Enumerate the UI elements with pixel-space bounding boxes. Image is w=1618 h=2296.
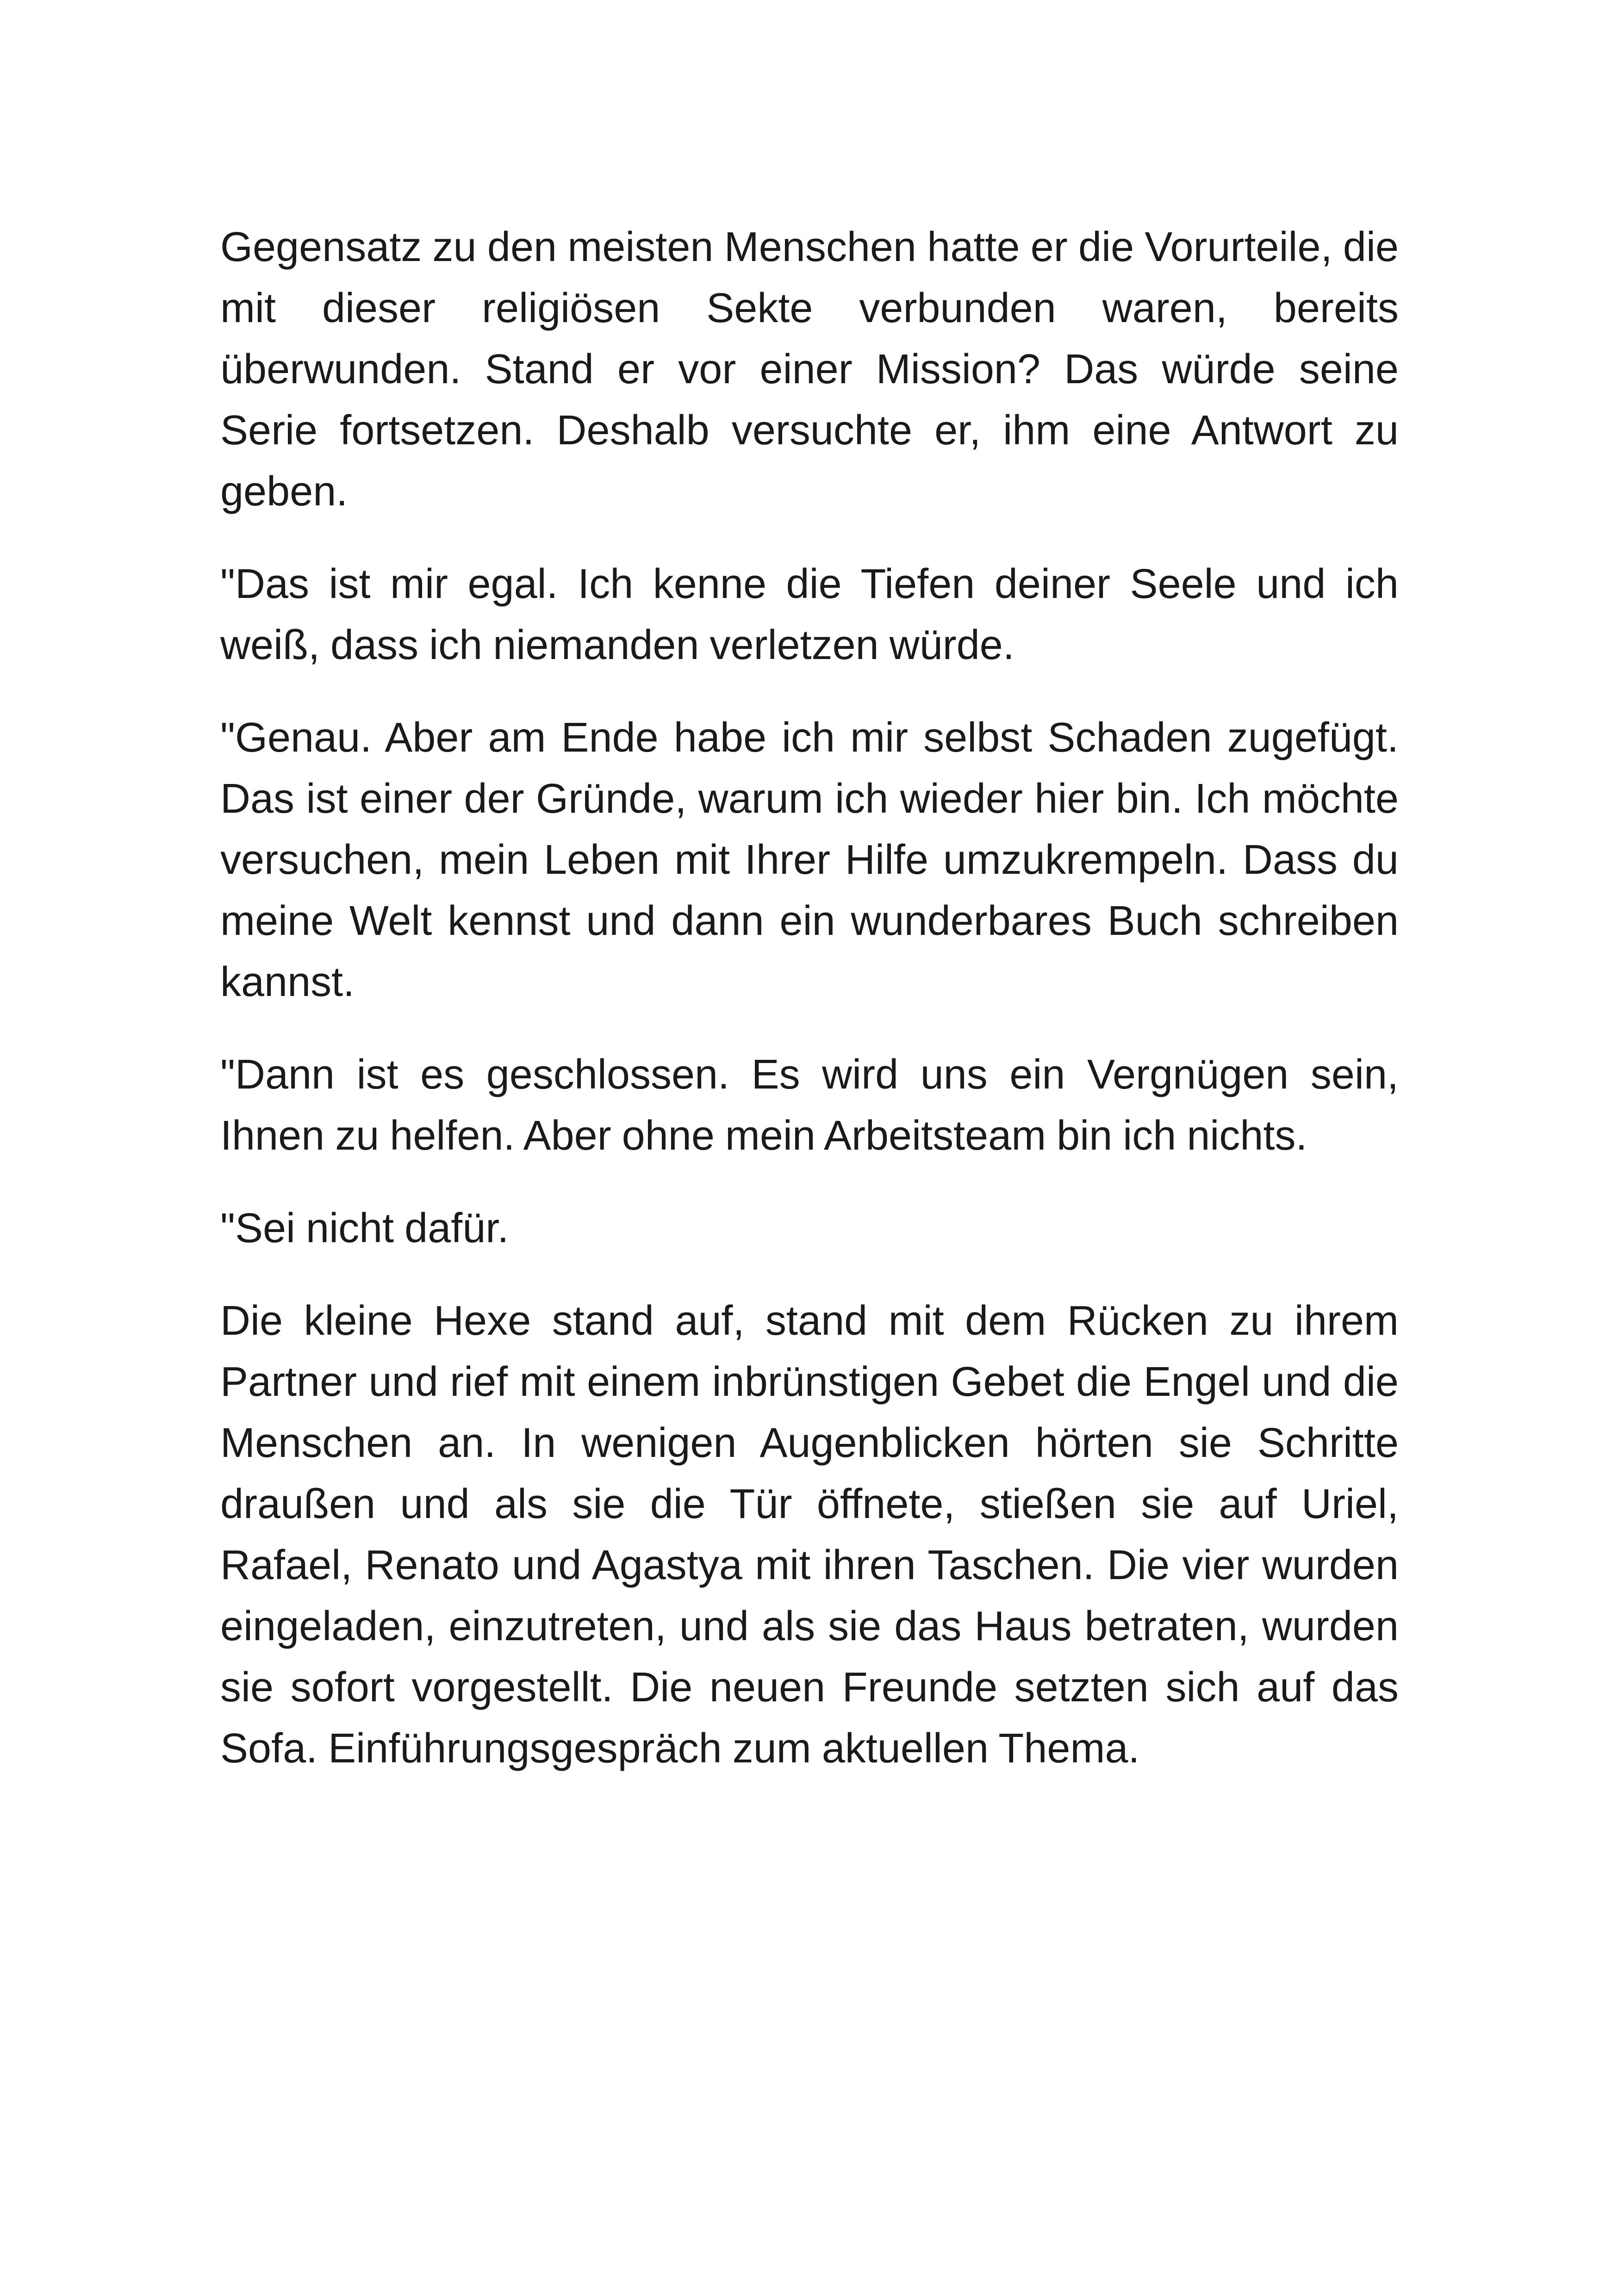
paragraph-3: "Genau. Aber am Ende habe ich mir selbst Schaden zugefügt. Das ist einer der Gründe, warum ich wieder hier bin. Ich möchte versuchen, mein Leben mit Ihrer Hilfe umzukrempeln. Dass du meine Welt kennst und dann ein wunderbares Buch schreiben kannst. <box>220 715 1399 1005</box>
paragraph-6: Die kleine Hexe stand auf, stand mit dem Rücken zu ihrem Partner und rief mit einem inbrünstigen Gebet die Engel und die Menschen an. In wenigen Augenblicken hörten sie Schritte draußen und als sie die Tür öffnete, stießen sie auf Uriel, Rafael, Renato und Agastya mit ihren Taschen. Die vier wurden eingeladen, einzutreten, und als sie das Haus betraten, wurden sie sofort vorgestellt. Die neuen Freunde setzten sich auf das Sofa. Einführungsgespräch zum aktuellen Thema. <box>220 1298 1399 1772</box>
paragraph-5: "Sei nicht dafür. <box>220 1205 509 1251</box>
paragraph-4: "Dann ist es geschlossen. Es wird uns ein Vergnügen sein, Ihnen zu helfen. Aber ohne mein Arbeitsteam bin ich nichts. <box>220 1052 1399 1159</box>
body-text <box>220 217 1399 1779</box>
paragraph-2: "Das ist mir egal. Ich kenne die Tiefen deiner Seele und ich weiß, dass ich niemanden verletzen würde. <box>220 561 1399 668</box>
paragraph-1: Gegensatz zu den meisten Menschen hatte er die Vorurteile, die mit dieser religiösen Sekte verbunden waren, bereits überwunden. Stand er vor einer Mission? Das würde seine Serie fortsetzen. Deshalb versuchte er, ihm eine Antwort zu geben. <box>220 224 1399 515</box>
